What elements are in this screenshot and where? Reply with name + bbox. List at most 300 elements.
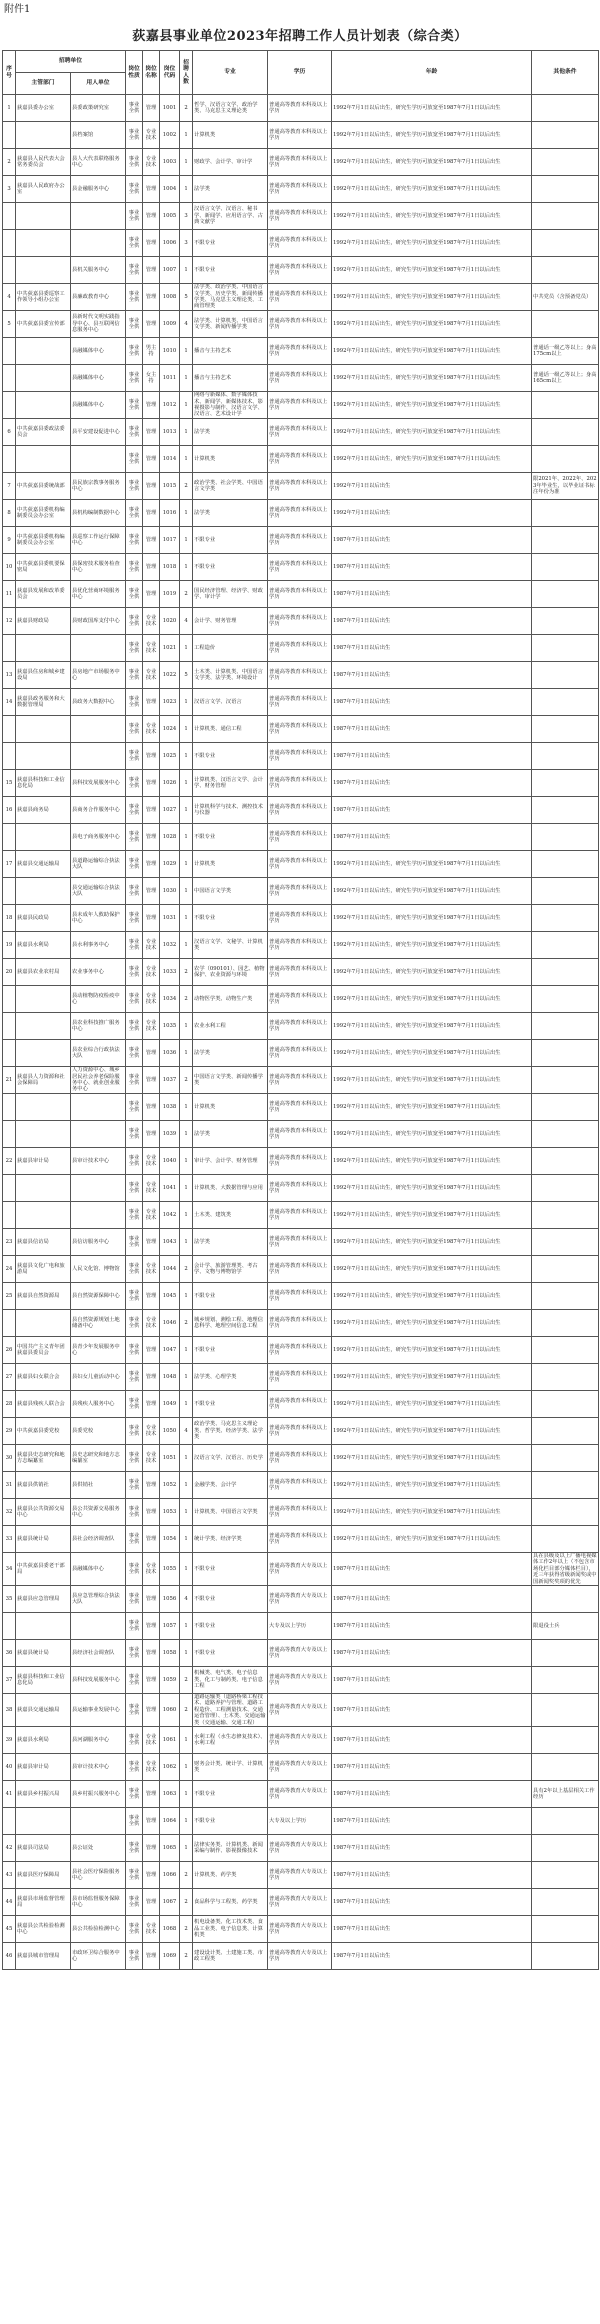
row-employer: 县社会经济调查队 — [71, 1526, 126, 1553]
row-age: 1987年7月1日以后出生 — [332, 1835, 532, 1862]
row-edu: 普通高等教育本科及以上学历 — [268, 338, 332, 365]
row-dept — [16, 338, 71, 365]
row-nature: 事业全供 — [126, 1445, 143, 1472]
row-post: 女主持 — [143, 365, 160, 392]
row-code: 1029 — [160, 851, 180, 878]
table-row — [3, 1586, 599, 1613]
row-major: 会计学、旅游管理类、考古学、文物与博物馆学 — [193, 1256, 268, 1283]
row-dept: 荻嘉县城市管理局 — [16, 1943, 71, 1970]
row-edu: 普通高等教育本科及以上学历 — [268, 122, 332, 149]
row-employer — [71, 1202, 126, 1229]
row-edu: 普通高等教育本科及以上学历 — [268, 419, 332, 446]
row-age: 1992年7月1日以后出生，研究生学历可放宽至1987年7月1日以后出生 — [332, 1364, 532, 1391]
row-nature: 事业全供 — [126, 1013, 143, 1040]
row-employer: 县融媒体中心 — [71, 1553, 126, 1586]
row-age: 1992年7月1日以后出生，研究生学历可放宽至1987年7月1日以后出生 — [332, 1472, 532, 1499]
row-nature: 事业全供 — [126, 1586, 143, 1613]
row-dept: 荻嘉县水利局 — [16, 1727, 71, 1754]
recruitment-table — [2, 50, 599, 1970]
row-code: 1002 — [160, 122, 180, 149]
row-major: 法学类 — [193, 1040, 268, 1067]
row-age: 1992年7月1日以后出生，研究生学历可放宽至1987年7月1日以后出生 — [332, 1175, 532, 1202]
row-edu: 普通高等教育本科及以上学历 — [268, 1229, 332, 1256]
row-employer: 县农业科技推广服务中心 — [71, 1013, 126, 1040]
row-edu: 普通高等教育本科及以上学历 — [268, 743, 332, 770]
row-nature: 事业全供 — [126, 392, 143, 419]
row-no — [3, 257, 16, 284]
row-count: 1 — [180, 851, 193, 878]
row-major: 计算机类、通信工程 — [193, 716, 268, 743]
row-code: 1015 — [160, 473, 180, 500]
row-age: 1987年7月1日以后出生 — [332, 635, 532, 662]
row-other: 限退役士兵 — [532, 1613, 599, 1640]
row-count: 2 — [180, 959, 193, 986]
row-age: 1992年7月1日以后出生，研究生学历可放宽至1987年7月1日以后出生 — [332, 1499, 532, 1526]
row-nature: 事业全供 — [126, 1667, 143, 1694]
row-no — [3, 1613, 16, 1640]
row-employer: 县保密技术服务检查中心 — [71, 554, 126, 581]
row-edu: 普通高等教育本科及以上学历 — [268, 1499, 332, 1526]
row-count: 2 — [180, 1310, 193, 1337]
table-row — [3, 1337, 599, 1364]
row-dept — [16, 392, 71, 419]
row-dept: 中共荻嘉县委巡察工作领导小组办公室 — [16, 284, 71, 311]
row-code: 1062 — [160, 1754, 180, 1781]
row-employer: 县道路运输综合执法大队 — [71, 851, 126, 878]
row-nature: 事业全供 — [126, 1067, 143, 1094]
row-post: 管理 — [143, 176, 160, 203]
row-major: 不限专业 — [193, 554, 268, 581]
row-other: 具在县级及以上广播电视媒体工作2年以上（不包含市场化栏目部分媒体栏目），近三年获得省级新闻奖或中国新闻奖奖项的优先 — [533, 1553, 597, 1585]
row-post: 管理 — [143, 1337, 160, 1364]
row-code: 1019 — [160, 581, 180, 608]
row-no: 2 — [3, 149, 16, 176]
row-dept: 中国共产主义青年团荻嘉县委员会 — [16, 1337, 71, 1364]
row-nature: 事业全供 — [126, 1337, 143, 1364]
row-code: 1055 — [160, 1553, 180, 1586]
table-row — [3, 1694, 599, 1727]
row-no: 26 — [3, 1337, 16, 1364]
table-row — [3, 1202, 599, 1229]
row-major: 审计学、会计学、财务管理 — [193, 1148, 268, 1175]
row-edu: 普通高等教育本科及以上学历 — [268, 149, 332, 176]
row-nature: 事业全供 — [126, 419, 143, 446]
row-nature: 事业全供 — [126, 1202, 143, 1229]
row-dept — [16, 446, 71, 473]
row-age: 1992年7月1日以后出生，研究生学历可放宽至1987年7月1日以后出生 — [332, 905, 532, 932]
row-employer: 县委党校 — [71, 1418, 126, 1445]
row-edu: 普通高等教育大专及以上学历 — [268, 1553, 332, 1586]
row-edu: 普通高等教育本科及以上学历 — [268, 527, 332, 554]
row-other — [532, 500, 599, 527]
row-other — [532, 1310, 599, 1337]
row-age: 1987年7月1日以后出生 — [332, 1916, 532, 1943]
row-edu: 普通高等教育本科及以上学历 — [268, 1526, 332, 1553]
table-row — [3, 1175, 599, 1202]
row-age: 1992年7月1日以后出生，研究生学历可放宽至1987年7月1日以后出生 — [332, 392, 532, 419]
row-nature: 事业全供 — [126, 473, 143, 500]
row-edu: 普通高等教育本科及以上学历 — [268, 635, 332, 662]
row-post: 管理 — [143, 1862, 160, 1889]
row-edu: 普通高等教育本科及以上学历 — [268, 986, 332, 1013]
row-no: 13 — [3, 662, 16, 689]
row-edu: 普通高等教育本科及以上学历 — [268, 230, 332, 257]
row-code: 1016 — [160, 500, 180, 527]
row-age: 1992年7月1日以后出生，研究生学历可放宽至1987年7月1日以后出生 — [332, 1391, 532, 1418]
row-major: 法学类 — [193, 1229, 268, 1256]
row-major: 计算机科学与技术、测控技术与仪器 — [193, 797, 268, 824]
row-major: 统计学类、经济学类 — [193, 1526, 268, 1553]
row-code: 1050 — [160, 1418, 180, 1445]
row-dept: 荻嘉县统计局 — [16, 1526, 71, 1553]
row-other: 具有2年以上基层相关工作经历 — [532, 1781, 599, 1808]
row-code: 1048 — [160, 1364, 180, 1391]
row-age: 1992年7月1日以后出生，研究生学历可放宽至1987年7月1日以后出生 — [332, 122, 532, 149]
table-row — [3, 1391, 599, 1418]
row-age: 1987年7月1日以后出生 — [332, 770, 532, 797]
row-post: 专业技术 — [143, 1445, 160, 1472]
row-post: 专业技术 — [143, 1256, 160, 1283]
row-no: 38 — [3, 1694, 16, 1727]
table-row — [3, 149, 599, 176]
row-nature: 事业全供 — [126, 1862, 143, 1889]
row-count: 1 — [180, 1283, 193, 1310]
row-post: 专业技术 — [143, 959, 160, 986]
row-no: 43 — [3, 1862, 16, 1889]
row-count: 2 — [180, 1916, 193, 1943]
row-edu: 普通高等教育大专及以上学历 — [268, 1667, 332, 1694]
table-row — [3, 1526, 599, 1553]
row-no: 24 — [3, 1256, 16, 1283]
table-row — [3, 797, 599, 824]
row-employer: 县应急管理综合执法大队 — [71, 1586, 126, 1613]
row-other — [532, 1040, 599, 1067]
table-row — [3, 824, 599, 851]
row-nature: 事业全供 — [126, 1808, 143, 1835]
row-dept — [16, 743, 71, 770]
row-other — [532, 1229, 599, 1256]
row-nature: 事业全供 — [126, 257, 143, 284]
row-post: 管理 — [143, 554, 160, 581]
row-nature: 事业全供 — [126, 1727, 143, 1754]
row-count: 1 — [180, 1202, 193, 1229]
row-edu: 普通高等教育本科及以上学历 — [268, 257, 332, 284]
row-nature: 事业全供 — [126, 446, 143, 473]
row-nature: 事业全供 — [126, 230, 143, 257]
row-no: 21 — [3, 1067, 16, 1094]
row-other: 中共党员（含预备党员） — [532, 284, 599, 311]
row-count: 1 — [180, 338, 193, 365]
row-age: 1992年7月1日以后出生，研究生学历可放宽至1987年7月1日以后出生 — [332, 1040, 532, 1067]
row-employer: 县融媒体中心 — [71, 338, 126, 365]
row-code: 1007 — [160, 257, 180, 284]
row-edu: 普通高等教育本科及以上学历 — [268, 1472, 332, 1499]
row-major: 计算机类、大数据管理与应用 — [193, 1175, 268, 1202]
row-employer: 县廉政教育中心 — [71, 284, 126, 311]
row-post: 管理 — [143, 1943, 160, 1970]
row-edu: 普通高等教育本科及以上学历 — [268, 1337, 332, 1364]
row-count: 3 — [180, 203, 193, 230]
row-employer — [71, 230, 126, 257]
row-employer: 县电子商务服务中心 — [71, 824, 126, 851]
row-other — [532, 1364, 599, 1391]
row-age: 1987年7月1日以后出生 — [332, 1553, 532, 1586]
table-row — [3, 1310, 599, 1337]
table-row — [3, 1916, 599, 1943]
row-edu: 普通高等教育本科及以上学历 — [268, 1445, 332, 1472]
table-row — [3, 932, 599, 959]
row-code: 1068 — [160, 1916, 180, 1943]
row-employer: 县档案馆 — [71, 122, 126, 149]
row-major: 农业水利工程 — [193, 1013, 268, 1040]
row-other — [532, 1013, 599, 1040]
row-other — [532, 1916, 599, 1943]
row-code: 1057 — [160, 1613, 180, 1640]
row-employer: 县乡村振兴服务中心 — [71, 1781, 126, 1808]
row-post: 管理 — [143, 392, 160, 419]
row-age: 1987年7月1日以后出生 — [332, 1943, 532, 1970]
row-dept: 荻嘉县公共检验检测中心 — [16, 1916, 71, 1943]
row-code: 1064 — [160, 1808, 180, 1835]
row-major: 政治学类、马克思主义理论类、哲学类、经济学类、法学类 — [193, 1418, 268, 1445]
row-dept: 中共荻嘉县委党校 — [16, 1418, 71, 1445]
table-row — [3, 1013, 599, 1040]
row-nature: 事业全供 — [126, 770, 143, 797]
table-row — [3, 1862, 599, 1889]
row-post: 专业技术 — [143, 1916, 160, 1943]
row-nature: 事业全供 — [126, 338, 143, 365]
row-nature: 事业全供 — [126, 1526, 143, 1553]
row-dept: 荻嘉县人民代表大会常务委员会 — [16, 149, 71, 176]
table-row — [3, 986, 599, 1013]
row-code: 1056 — [160, 1586, 180, 1613]
row-dept: 荻嘉县妇女联合会 — [16, 1364, 71, 1391]
row-other — [532, 311, 599, 338]
row-other — [532, 878, 599, 905]
row-age: 1987年7月1日以后出生 — [332, 1640, 532, 1667]
row-major: 不限专业 — [193, 1640, 268, 1667]
row-major: 不限专业 — [193, 743, 268, 770]
row-no: 12 — [3, 608, 16, 635]
row-code: 1004 — [160, 176, 180, 203]
table-row — [3, 1754, 599, 1781]
table-row — [3, 365, 599, 392]
row-other — [532, 1418, 599, 1445]
header-age: 年龄 — [332, 51, 532, 95]
row-no — [3, 1175, 16, 1202]
row-count: 1 — [180, 1640, 193, 1667]
row-nature: 事业全供 — [126, 1391, 143, 1418]
row-age: 1992年7月1日以后出生，研究生学历可放宽至1987年7月1日以后出生 — [332, 338, 532, 365]
row-post: 管理 — [143, 446, 160, 473]
row-edu: 普通高等教育本科及以上学历 — [268, 554, 332, 581]
row-code: 1008 — [160, 284, 180, 311]
row-post: 管理 — [143, 230, 160, 257]
row-major: 财政学、会计学、审计学 — [193, 149, 268, 176]
row-major: 工程造价 — [193, 635, 268, 662]
row-code: 1051 — [160, 1445, 180, 1472]
row-employer — [71, 716, 126, 743]
row-nature: 事业全供 — [126, 932, 143, 959]
row-age: 1992年7月1日以后出生，研究生学历可放宽至1987年7月1日以后出生 — [332, 203, 532, 230]
row-employer — [71, 203, 126, 230]
table-row — [3, 446, 599, 473]
row-age: 1987年7月1日以后出生 — [332, 1781, 532, 1808]
row-nature: 事业全供 — [126, 365, 143, 392]
row-age: 1987年7月1日以后出生 — [332, 1727, 532, 1754]
row-dept: 荻嘉县残疾人联合会 — [16, 1391, 71, 1418]
row-post: 管理 — [143, 1094, 160, 1121]
row-no: 33 — [3, 1526, 16, 1553]
row-major: 不限专业 — [193, 1781, 268, 1808]
row-code: 1006 — [160, 230, 180, 257]
row-edu: 普通高等教育本科及以上学历 — [268, 851, 332, 878]
row-dept — [16, 635, 71, 662]
row-major: 国民经济管理、经济学、财政学、审计学 — [193, 581, 268, 608]
row-age: 1992年7月1日以后出生 — [332, 473, 532, 500]
row-other — [532, 851, 599, 878]
header-unit: 招聘单位 — [16, 51, 126, 73]
row-dept: 中共荻嘉县委政法委员会 — [16, 419, 71, 446]
row-nature: 事业全供 — [126, 581, 143, 608]
row-dept: 荻嘉县财政局 — [16, 608, 71, 635]
row-nature: 事业全供 — [126, 959, 143, 986]
table-row — [3, 311, 599, 338]
row-count: 1 — [180, 1472, 193, 1499]
row-dept: 荻嘉县审计局 — [16, 1148, 71, 1175]
row-post: 专业技术 — [143, 1175, 160, 1202]
row-count: 1 — [180, 1013, 193, 1040]
row-nature: 事业全供 — [126, 1148, 143, 1175]
row-nature: 事业全供 — [126, 95, 143, 122]
row-dept — [16, 1613, 71, 1640]
table-row — [3, 554, 599, 581]
row-no: 32 — [3, 1499, 16, 1526]
table-row — [3, 1094, 599, 1121]
table-row — [3, 1121, 599, 1148]
row-code: 1017 — [160, 527, 180, 554]
row-nature: 事业全供 — [126, 1229, 143, 1256]
row-major: 播音与主持艺术 — [193, 338, 268, 365]
row-nature: 事业全供 — [126, 824, 143, 851]
row-edu: 普通高等教育本科及以上学历 — [268, 608, 332, 635]
row-other — [532, 770, 599, 797]
row-no: 41 — [3, 1781, 16, 1808]
row-employer — [71, 1613, 126, 1640]
row-nature: 事业全供 — [126, 203, 143, 230]
row-other — [532, 1472, 599, 1499]
row-other — [532, 1727, 599, 1754]
header-code: 岗位代码 — [160, 51, 180, 95]
row-other — [532, 1835, 599, 1862]
row-other — [532, 716, 599, 743]
row-no: 37 — [3, 1667, 16, 1694]
table-row — [3, 1229, 599, 1256]
row-edu: 普通高等教育本科及以上学历 — [268, 1121, 332, 1148]
row-major: 计算机类 — [193, 1094, 268, 1121]
row-dept: 中共荻嘉县委机要保密局 — [16, 554, 71, 581]
row-post: 专业技术 — [143, 1754, 160, 1781]
row-age: 1992年7月1日以后出生，研究生学历可放宽至1987年7月1日以后出生 — [332, 1526, 532, 1553]
row-count: 2 — [180, 95, 193, 122]
row-edu: 普通高等教育本科及以上学历 — [268, 716, 332, 743]
row-age: 1987年7月1日以后出生 — [332, 824, 532, 851]
row-nature: 事业全供 — [126, 122, 143, 149]
row-code: 1023 — [160, 689, 180, 716]
row-code: 1035 — [160, 1013, 180, 1040]
table-row — [3, 581, 599, 608]
row-age: 1992年7月1日以后出生，研究生学历可放宽至1987年7月1日以后出生 — [332, 1229, 532, 1256]
row-nature: 事业全供 — [126, 1916, 143, 1943]
row-other — [532, 1067, 599, 1094]
header-employer: 用人单位 — [71, 73, 126, 95]
row-no: 4 — [3, 284, 16, 311]
row-edu: 普通高等教育本科及以上学历 — [268, 392, 332, 419]
row-dept: 荻嘉县商务局 — [16, 797, 71, 824]
row-major: 不限专业 — [193, 1808, 268, 1835]
row-employer: 县农业综合行政执法大队 — [71, 1040, 126, 1067]
row-age: 1992年7月1日以后出生，研究生学历可放宽至1987年7月1日以后出生 — [332, 932, 532, 959]
row-post: 专业技术 — [143, 1418, 160, 1445]
row-dept — [16, 1013, 71, 1040]
row-major: 不限专业 — [193, 1613, 268, 1640]
row-code: 1005 — [160, 203, 180, 230]
row-age: 1992年7月1日以后出生，研究生学历可放宽至1987年7月1日以后出生 — [332, 1121, 532, 1148]
row-age: 1992年7月1日以后出生 — [332, 500, 532, 527]
row-age: 1992年7月1日以后出生，研究生学历可放宽至1987年7月1日以后出生 — [332, 1256, 532, 1283]
table-row — [3, 662, 599, 689]
header-post: 岗位名称 — [143, 51, 160, 95]
row-major: 道路运输类（道路桥梁工程技术、道路养护与管理、道路工程造价、工程测量技术、交通运营管理）、土木类、交通运输类（交通运输、交通工程） — [194, 1694, 266, 1726]
row-code: 1060 — [160, 1694, 180, 1727]
row-major: 不限专业 — [193, 257, 268, 284]
row-nature: 事业全供 — [126, 986, 143, 1013]
row-count: 1 — [180, 257, 193, 284]
row-count: 1 — [180, 1148, 193, 1175]
row-no — [3, 1202, 16, 1229]
row-post: 管理 — [143, 1667, 160, 1694]
row-other — [532, 203, 599, 230]
row-employer: 县巡察工作运行保障中心 — [71, 527, 126, 554]
row-count: 1 — [180, 797, 193, 824]
row-other — [532, 959, 599, 986]
row-dept: 荻嘉县市场监督管理局 — [16, 1889, 71, 1916]
row-employer: 县残疾人服务中心 — [71, 1391, 126, 1418]
row-count: 3 — [180, 230, 193, 257]
row-no — [3, 446, 16, 473]
row-post: 管理 — [143, 581, 160, 608]
row-other — [532, 1640, 599, 1667]
row-no: 19 — [3, 932, 16, 959]
row-nature: 事业全供 — [126, 851, 143, 878]
row-count: 1 — [180, 689, 193, 716]
row-employer — [71, 1808, 126, 1835]
row-edu: 普通高等教育本科及以上学历 — [268, 1418, 332, 1445]
row-count: 1 — [180, 1094, 193, 1121]
row-dept — [16, 1040, 71, 1067]
row-edu: 普通高等教育本科及以上学历 — [268, 1283, 332, 1310]
row-employer: 县优化营商环境服务中心 — [71, 581, 126, 608]
row-count: 1 — [180, 176, 193, 203]
table-row — [3, 1283, 599, 1310]
row-age: 1987年7月1日以后出生 — [332, 1694, 532, 1727]
row-employer: 人力资源中心、城乡居民社会养老保险服务中心、就业创业服务中心 — [71, 1067, 126, 1094]
row-code: 1065 — [160, 1835, 180, 1862]
row-edu: 普通高等教育本科及以上学历 — [268, 1391, 332, 1418]
row-major: 会计学、财务管理 — [193, 608, 268, 635]
row-nature: 事业全供 — [126, 1310, 143, 1337]
row-count: 1 — [180, 149, 193, 176]
